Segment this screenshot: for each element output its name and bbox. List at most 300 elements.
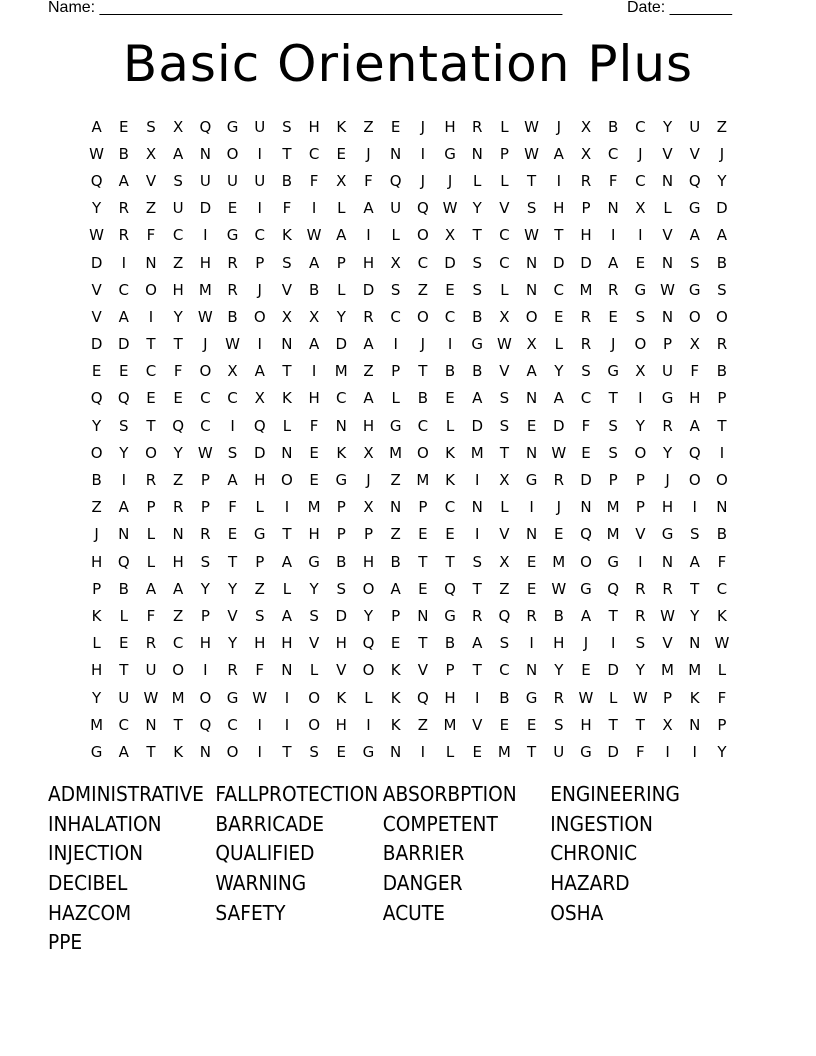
grid-letter: T	[472, 579, 482, 598]
grid-letter: G	[525, 688, 538, 707]
grid-letter: M	[198, 280, 212, 299]
grid-letter: C	[499, 253, 510, 272]
grid-letter: S	[472, 552, 482, 571]
grid-letter: M	[90, 715, 104, 734]
grid-letter: R	[553, 471, 564, 490]
grid-letter: O	[416, 226, 429, 245]
grid-letter: N	[661, 253, 674, 272]
grid-letter: S	[336, 579, 347, 598]
grid-letter: E	[390, 117, 401, 136]
grid-letter: C	[499, 226, 510, 245]
grid-letter: Q	[90, 389, 103, 408]
grid-letter: G	[90, 742, 103, 761]
grid-letter: L	[255, 498, 264, 517]
grid-letter: A	[281, 552, 293, 571]
grid-letter: H	[362, 552, 375, 571]
grid-letter: M	[470, 443, 484, 462]
grid-letter: L	[119, 606, 128, 625]
grid-letter: I	[529, 634, 534, 653]
grid-letter: N	[661, 171, 674, 190]
grid-letter: A	[526, 362, 537, 381]
grid-letter: G	[389, 416, 402, 435]
grid-letter: P	[635, 498, 645, 517]
grid-letter: D	[553, 253, 565, 272]
grid-letter: X	[227, 362, 238, 381]
grid-letter: X	[635, 199, 646, 218]
grid-letter: E	[418, 525, 428, 544]
grid-letter: I	[311, 362, 317, 381]
grid-letter: Y	[92, 416, 102, 435]
grid-letter: B	[608, 117, 619, 136]
grid-letter: V	[662, 144, 673, 163]
grid-letter: N	[525, 280, 538, 299]
grid-row	[83, 385, 736, 412]
grid-letter: C	[200, 416, 211, 435]
grid-letter: L	[282, 416, 292, 435]
grid-letter: L	[391, 226, 400, 245]
grid-letter: S	[689, 525, 700, 544]
grid-letter: M	[552, 552, 566, 571]
grid-letter: L	[500, 171, 509, 190]
grid-letter: Q	[416, 688, 429, 707]
grid-letter: W	[143, 688, 159, 707]
grid-letter: A	[336, 226, 347, 245]
grid-letter: T	[499, 443, 509, 462]
grid-letter: S	[608, 416, 618, 435]
grid-letter: V	[662, 634, 673, 653]
grid-letter: P	[608, 471, 618, 490]
grid-letter: D	[580, 471, 592, 490]
grid-letter: O	[253, 307, 266, 326]
grid-letter: Z	[145, 199, 157, 218]
grid-letter: L	[364, 688, 373, 707]
grid-letter: Z	[417, 715, 428, 734]
grid-letter: G	[525, 471, 538, 490]
grid-letter: N	[199, 742, 211, 761]
word-list-item: ENGINEERING	[550, 782, 680, 806]
grid-letter: E	[526, 552, 537, 571]
grid-letter: Q	[117, 389, 130, 408]
grid-letter: L	[92, 634, 101, 653]
grid-letter: Z	[716, 117, 728, 136]
grid-letter: G	[253, 525, 266, 544]
grid-letter: L	[608, 688, 618, 707]
grid-letter: V	[281, 280, 293, 299]
word-list-item: ABSORBPTION	[382, 782, 517, 806]
grid-letter: N	[525, 389, 538, 408]
grid-letter: Y	[662, 443, 673, 462]
grid-letter: T	[282, 362, 292, 381]
grid-letter: I	[257, 144, 262, 163]
grid-letter: X	[499, 552, 510, 571]
grid-letter: U	[172, 199, 184, 218]
grid-letter: F	[364, 171, 373, 190]
word-list	[48, 780, 755, 958]
grid-letter: C	[254, 226, 265, 245]
grid-letter: M	[416, 471, 430, 490]
grid-letter: B	[390, 552, 401, 571]
grid-letter: T	[445, 552, 455, 571]
grid-letter: N	[689, 715, 701, 734]
word-list-item: PPE	[48, 930, 83, 955]
grid-row	[83, 412, 736, 439]
word-list-item: INGESTION	[550, 811, 653, 836]
grid-letter: P	[445, 661, 455, 680]
grid-letter: H	[199, 253, 211, 272]
grid-letter: I	[257, 199, 262, 218]
grid-letter: M	[579, 280, 593, 299]
grid-letter: R	[635, 606, 646, 625]
grid-letter: B	[716, 525, 728, 544]
grid-letter: Q	[498, 606, 511, 625]
grid-letter: S	[635, 307, 646, 326]
grid-letter: R	[118, 199, 129, 218]
grid-letter: T	[527, 742, 537, 761]
grid-letter: S	[309, 606, 319, 625]
grid-letter: O	[688, 307, 701, 326]
grid-letter: S	[499, 634, 510, 653]
grid-letter: S	[146, 117, 156, 136]
grid-letter: R	[227, 280, 238, 299]
grid-letter: N	[661, 307, 674, 326]
grid-letter: E	[146, 389, 156, 408]
grid-letter: G	[444, 606, 456, 625]
grid-letter: Z	[390, 471, 401, 490]
grid-letter: V	[308, 634, 320, 653]
grid-row	[83, 684, 736, 711]
grid-letter: A	[118, 498, 129, 517]
grid-letter: P	[200, 606, 210, 625]
grid-letter: O	[308, 715, 320, 734]
grid-letter: A	[254, 362, 265, 381]
grid-letter: V	[499, 199, 510, 218]
grid-letter: I	[665, 742, 670, 761]
grid-letter: H	[90, 661, 103, 680]
grid-letter: S	[227, 443, 238, 462]
grid-letter: X	[390, 253, 401, 272]
grid-letter: S	[282, 253, 292, 272]
grid-letter: H	[335, 634, 347, 653]
grid-letter: X	[336, 171, 347, 190]
grid-letter: O	[281, 471, 293, 490]
grid-letter: Z	[363, 117, 374, 136]
grid-letter: C	[336, 389, 347, 408]
grid-letter: V	[91, 307, 102, 326]
grid-letter: X	[145, 144, 157, 163]
grid-letter: I	[692, 498, 697, 517]
grid-letter: N	[525, 661, 538, 680]
grid-letter: F	[636, 742, 645, 761]
grid-letter: S	[499, 389, 510, 408]
grid-letter: E	[635, 253, 646, 272]
grid-letter: S	[717, 280, 727, 299]
grid-letter: L	[282, 579, 292, 598]
grid-letter: T	[608, 389, 618, 408]
grid-letter: I	[719, 443, 725, 462]
grid-letter: X	[363, 443, 374, 462]
grid-letter: U	[227, 171, 239, 190]
grid-letter: I	[393, 335, 398, 354]
grid-letter: L	[445, 742, 455, 761]
grid-letter: Z	[390, 525, 401, 544]
grid-letter: M	[171, 688, 185, 707]
grid-letter: E	[526, 579, 537, 598]
grid-letter: K	[336, 443, 347, 462]
header-fields	[48, 0, 748, 19]
grid-letter: L	[717, 661, 727, 680]
grid-letter: L	[146, 525, 156, 544]
grid-letter: T	[608, 606, 618, 625]
grid-letter: I	[475, 525, 480, 544]
grid-letter: L	[500, 117, 509, 136]
grid-letter: G	[688, 199, 701, 218]
grid-letter: F	[581, 416, 591, 435]
grid-letter: G	[580, 742, 592, 761]
grid-letter: H	[308, 389, 320, 408]
grid-letter: I	[420, 144, 426, 163]
grid-letter: R	[607, 280, 619, 299]
grid-letter: N	[281, 443, 293, 462]
grid-letter: B	[499, 688, 510, 707]
grid-letter: E	[336, 144, 347, 163]
grid-letter: A	[363, 199, 374, 218]
grid-letter: G	[580, 579, 592, 598]
grid-letter: P	[363, 525, 373, 544]
grid-letter: N	[580, 498, 592, 517]
grid-letter: G	[362, 742, 375, 761]
grid-letter: Q	[90, 171, 103, 190]
word-list-item: WARNING	[215, 871, 307, 896]
grid-letter: U	[390, 199, 402, 218]
grid-letter: E	[445, 389, 455, 408]
grid-letter: H	[689, 389, 701, 408]
grid-letter: W	[252, 688, 268, 707]
grid-letter: Y	[309, 579, 319, 598]
grid-letter: J	[638, 144, 643, 163]
grid-letter: C	[145, 362, 157, 381]
grid-letter: V	[417, 661, 428, 680]
grid-letter: C	[200, 389, 211, 408]
grid-letter: N	[471, 144, 483, 163]
grid-letter: R	[716, 335, 728, 354]
grid-letter: E	[119, 634, 129, 653]
grid-letter: A	[689, 226, 700, 245]
grid-letter: R	[200, 525, 211, 544]
grid-letter: E	[309, 471, 319, 490]
grid-letter: K	[281, 389, 292, 408]
word-list-item: INHALATION	[48, 811, 162, 836]
grid-letter: P	[255, 253, 265, 272]
grid-letter: O	[308, 688, 320, 707]
grid-letter: B	[553, 606, 564, 625]
grid-letter: X	[499, 471, 510, 490]
date-line: _______	[669, 0, 732, 16]
grid-letter: A	[173, 144, 184, 163]
grid-letter: X	[689, 335, 700, 354]
grid-letter: H	[444, 688, 456, 707]
grid-letter: T	[146, 742, 156, 761]
grid-letter: B	[308, 280, 320, 299]
grid-letter: U	[254, 117, 266, 136]
grid-letter: C	[118, 715, 130, 734]
grid-letter: B	[444, 634, 456, 653]
grid-letter: S	[608, 443, 618, 462]
grid-letter: S	[309, 742, 319, 761]
grid-letter: R	[145, 634, 157, 653]
grid-letter: R	[580, 335, 592, 354]
grid-letter: C	[172, 226, 184, 245]
grid-row	[83, 303, 736, 330]
grid-letter: A	[308, 335, 320, 354]
grid-letter: G	[661, 389, 674, 408]
grid-letter: G	[607, 552, 619, 571]
grid-letter: Y	[92, 199, 102, 218]
grid-letter: P	[663, 335, 673, 354]
grid-letter: E	[91, 362, 102, 381]
grid-letter: R	[662, 416, 673, 435]
grid-letter: R	[635, 579, 646, 598]
grid-letter: A	[308, 253, 320, 272]
grid-letter: S	[554, 715, 564, 734]
grid-letter: X	[499, 307, 510, 326]
grid-letter: C	[444, 498, 456, 517]
grid-letter: M	[443, 715, 457, 734]
grid-letter: G	[335, 471, 348, 490]
grid-letter: B	[118, 144, 129, 163]
grid-row	[83, 195, 736, 222]
grid-letter: Y	[554, 661, 564, 680]
grid-letter: W	[660, 280, 675, 299]
grid-letter: V	[499, 362, 510, 381]
grid-letter: W	[197, 443, 213, 462]
grid-letter: T	[418, 362, 428, 381]
grid-letter: Y	[662, 117, 673, 136]
grid-letter: T	[146, 335, 156, 354]
grid-letter: S	[254, 606, 265, 625]
grid-letter: C	[553, 280, 565, 299]
grid-letter: O	[90, 443, 103, 462]
name-field	[48, 0, 562, 17]
grid-letter: E	[554, 525, 564, 544]
grid-letter: E	[336, 742, 347, 761]
grid-letter: H	[199, 634, 211, 653]
grid-letter: M	[661, 661, 674, 680]
grid-letter: S	[200, 552, 211, 571]
grid-letter: J	[556, 117, 561, 136]
grid-letter: H	[580, 715, 592, 734]
grid-letter: L	[146, 552, 156, 571]
grid-letter: O	[362, 579, 375, 598]
name-label: Name:	[48, 0, 96, 16]
grid-letter: Y	[227, 579, 238, 598]
grid-letter: K	[91, 606, 102, 625]
grid-letter: U	[145, 661, 157, 680]
grid-letter: Q	[172, 416, 185, 435]
word-list-item: BARRICADE	[215, 811, 325, 836]
grid-letter: R	[227, 661, 238, 680]
grid-letter: D	[607, 661, 619, 680]
grid-letter: P	[717, 389, 727, 408]
grid-letter: P	[635, 471, 645, 490]
grid-letter: O	[145, 443, 157, 462]
grid-letter: V	[227, 606, 238, 625]
grid-letter: H	[444, 117, 456, 136]
grid-letter: J	[665, 471, 670, 490]
grid-letter: I	[692, 742, 697, 761]
grid-letter: J	[420, 335, 426, 354]
grid-letter: O	[716, 307, 728, 326]
grid-letter: I	[148, 307, 154, 326]
grid-letter: S	[119, 416, 129, 435]
grid-letter: J	[447, 171, 453, 190]
grid-row	[83, 738, 736, 765]
grid-row	[83, 140, 736, 167]
grid-letter: V	[91, 280, 102, 299]
grid-letter: Y	[363, 606, 374, 625]
grid-letter: M	[389, 443, 403, 462]
grid-letter: Q	[416, 199, 429, 218]
grid-letter: T	[717, 416, 727, 435]
grid-letter: C	[635, 117, 646, 136]
word-list-item: INJECTION	[48, 841, 144, 866]
grid-letter: A	[173, 579, 184, 598]
grid-row	[83, 331, 736, 358]
grid-letter: J	[366, 144, 371, 163]
grid-letter: R	[472, 606, 483, 625]
grid-letter: I	[284, 688, 290, 707]
grid-letter: G	[444, 144, 456, 163]
grid-letter: V	[662, 226, 673, 245]
grid-letter: Q	[580, 525, 592, 544]
grid-letter: B	[716, 362, 728, 381]
grid-letter: A	[91, 117, 102, 136]
grid-letter: N	[525, 443, 538, 462]
grid-letter: H	[172, 280, 184, 299]
grid-letter: I	[420, 742, 426, 761]
grid-letter: L	[554, 335, 563, 354]
grid-letter: Y	[717, 171, 727, 190]
grid-letter: F	[717, 688, 727, 707]
grid-letter: S	[173, 171, 183, 190]
grid-letter: N	[716, 498, 728, 517]
grid-letter: G	[471, 335, 484, 354]
grid-letter: X	[526, 335, 537, 354]
grid-letter: A	[390, 579, 401, 598]
word-list-item: HAZARD	[550, 871, 630, 896]
grid-letter: I	[257, 742, 262, 761]
grid-letter: D	[607, 742, 619, 761]
grid-letter: N	[281, 335, 293, 354]
grid-letter: H	[362, 416, 375, 435]
grid-letter: R	[553, 688, 564, 707]
grid-letter: Q	[389, 171, 402, 190]
grid-letter: T	[418, 552, 428, 571]
grid-letter: L	[391, 389, 400, 408]
grid-letter: U	[118, 688, 130, 707]
grid-letter: F	[255, 661, 265, 680]
grid-letter: N	[525, 253, 538, 272]
grid-letter: A	[281, 606, 293, 625]
grid-letter: C	[227, 389, 238, 408]
grid-letter: T	[472, 226, 482, 245]
grid-letter: K	[390, 715, 401, 734]
grid-letter: J	[583, 634, 589, 653]
grid-letter: X	[281, 307, 293, 326]
grid-letter: O	[199, 362, 212, 381]
grid-letter: N	[281, 661, 293, 680]
grid-letter: C	[635, 171, 646, 190]
grid-letter: S	[282, 117, 292, 136]
